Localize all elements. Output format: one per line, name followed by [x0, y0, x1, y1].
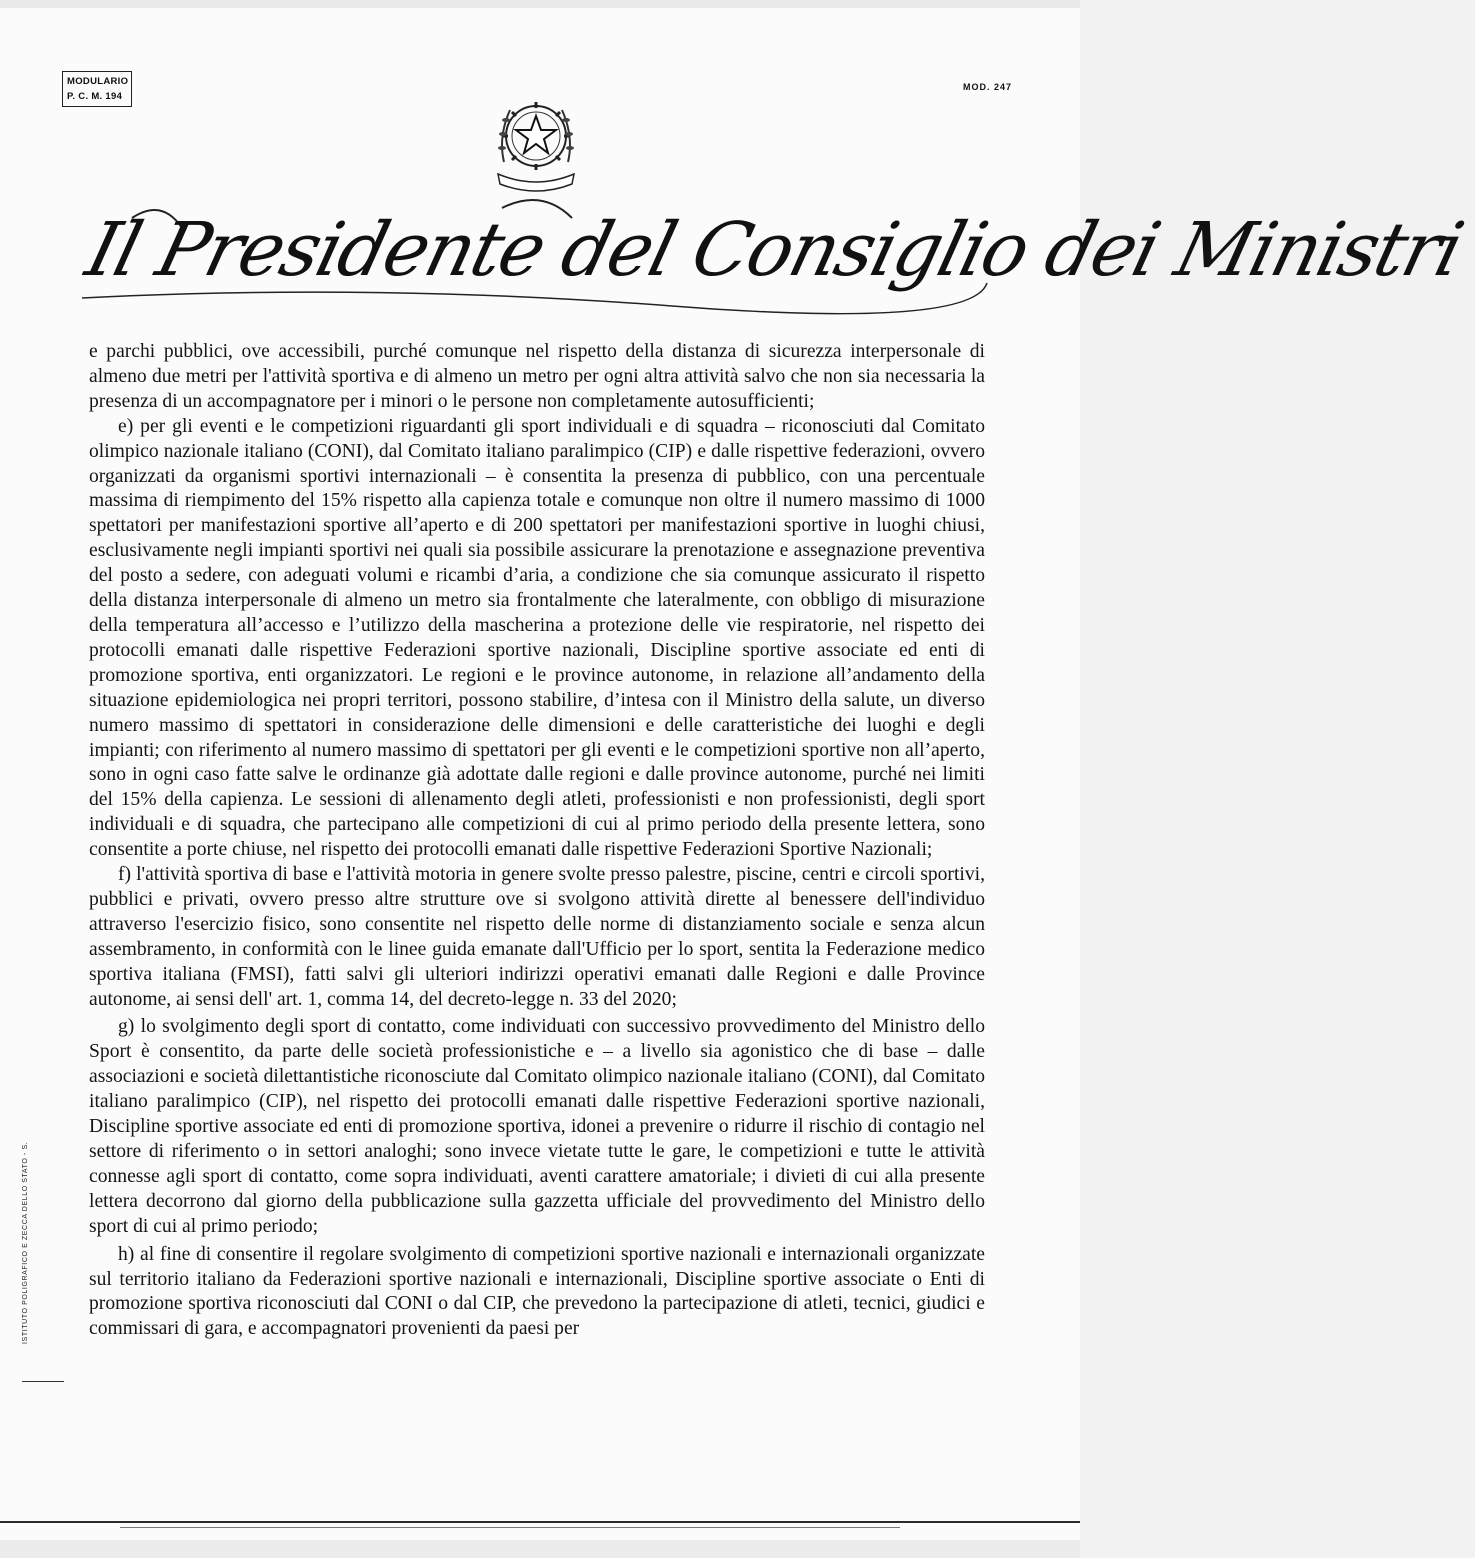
mod-number: MOD. 247: [963, 82, 1013, 92]
scan-bottom-strip: [0, 1540, 1080, 1558]
modulario-line2: P. C. M. 194: [67, 91, 123, 102]
scan-top-strip: [0, 0, 1080, 8]
margin-publisher-text: ISTITUTO POLIGRAFICO E ZECCA DELLO STATO - S.: [22, 1141, 29, 1344]
modulario-box: [62, 71, 132, 107]
paragraph-g: g) lo svolgimento degli sport di contatto, come individuati con successivo provvedimento del Ministro dello Sport è consentito, da parte delle società professionistiche e – a livello sia agonistico che di base – dalle associazioni e società dilettantistiche riconosciute dal Comitato olimpico nazionale italiano (CONI), dal Comitato italiano paralimpico (CIP), nel rispetto dei protocolli emanati dalle rispettive Federazioni sportive nazionali, Discipline sportive associate ed enti di promozione sportiva, idonei a prevenire o ridurre il rischio di contagio nel settore di riferimento o in settori analoghi; sono invece vietate tutte le gare, le competizioni e tutte le attività connesse agli sport di contatto, come sopra individuati, aventi carattere amatoriale; i divieti di cui alla presente lettera decorrono dal giorno della pubblicazione sulla gazzetta ufficiale del provvedimento del Ministro dello sport di cui al primo periodo;: [89, 1016, 985, 1237]
paragraph-h: h) al fine di consentire il regolare svolgimento di competizioni sportive nazionali e internazionali organizzate sul territorio italiano da Federazioni sportive nazionali e internazionali, Discipline sportive associate o Enti di promozione sportiva riconosciuti dal CONI o dal CIP, che prevedono la partecipazione di atleti, tecnici, giudici e commissari di gara, e accompagnatori provenienti da paesi per: [89, 1243, 985, 1340]
paragraph-intro: e parchi pubblici, ove accessibili, purché comunque nel rispetto della distanza di sicurezza interpersonale di almeno due metri per l'attività sportiva e di almeno un metro per ogni altra attività salvo che non sia necessaria la presenza di un accompagnatore per i minori o le persone non completamente autosufficienti;: [89, 341, 985, 412]
modulario-line1: MODULARIO: [67, 76, 129, 87]
bottom-rule: [0, 1521, 1080, 1523]
letterhead-script: Il Presidente del Consiglio dei Ministri: [78, 207, 1471, 293]
paragraph-e: e) per gli eventi e le competizioni riguardanti gli sport individuali e di squadra – riconosciuti dal Comitato olimpico nazionale italiano (CONI), dal Comitato italiano paralimpico (CIP) e dalle rispettive federazioni, ovvero organizzati da organismi sportivi internazionali – è consentita la presenza di pubblico, con una percentuale massima di riempimento del 15% rispetto alla capienza totale e comunque non oltre il numero massimo di 1000 spettatori per manifestazioni sportive all’aperto e di 200 spettatori per manifestazioni sportive in luoghi chiusi, esclusivamente negli impianti sportivi nei quali sia possibile assicurare la prenotazione e assegnazione preventiva del posto a sedere, con adeguati volumi e ricambi d’aria, a condizione che sia comunque assicurato il rispetto della distanza interpersonale di almeno un metro sia frontalmente che lateralmente, con obbligo di misurazione della temperatura all’accesso e l’utilizzo della mascherina a protezione delle vie respiratorie, nel rispetto dei protocolli emanati dalle rispettive Federazioni sportive nazionali, Discipline sportive associate ed enti di promozione sportiva, enti organizzatori. Le regioni e le province autonome, in relazione all’andamento della situazione epidemiologica nei propri territori, possono stabilire, d’intesa con il Ministro della salute, un diverso numero massimo di spettatori in considerazione delle dimensioni e delle caratteristiche dei luoghi e degli impianti; con riferimento al numero massimo di spettatori per gli eventi e le competizioni sportive non all’aperto, sono in ogni caso fatte salve le ordinanze già adottate dalle regioni e dalle province autonome, purché nei limiti del 15% della capienza. Le sessioni di allenamento degli atleti, professionisti e non professionisti, degli sport individuali e di squadra, che partecipano alle competizioni di cui al primo periodo della presente lettera, sono consentite a porte chiuse, nel rispetto dei protocolli emanati dalle rispettive Federazioni Sportive Nazionali;: [89, 415, 985, 861]
italian-emblem-icon: [492, 92, 580, 196]
bottom-rule-secondary: [120, 1527, 900, 1528]
paragraph-f: f) l'attività sportiva di base e l'attività motoria in genere svolte presso palestre, piscine, centri e circoli sportivi, pubblici e privati, ovvero presso altre strutture ove si svolgono attività dirette al benessere dell'individuo attraverso l'esercizio fisico, sono consentite nel rispetto delle norme di distanziamento sociale e senza alcun assembramento, in conformità con le linee guida emanate dall'Ufficio per lo sport, sentita la Federazione medico sportiva italiana (FMSI), fatti salvi gli ulteriori indirizzi operativi emanati dalle Regioni e dalle Province autonome, ai sensi dell' art. 1, comma 14, del decreto-legge n. 33 del 2020;: [89, 864, 985, 1010]
document-body: [89, 340, 985, 1342]
letterhead-title: [72, 188, 1471, 318]
margin-tick-mark: [22, 1381, 64, 1382]
